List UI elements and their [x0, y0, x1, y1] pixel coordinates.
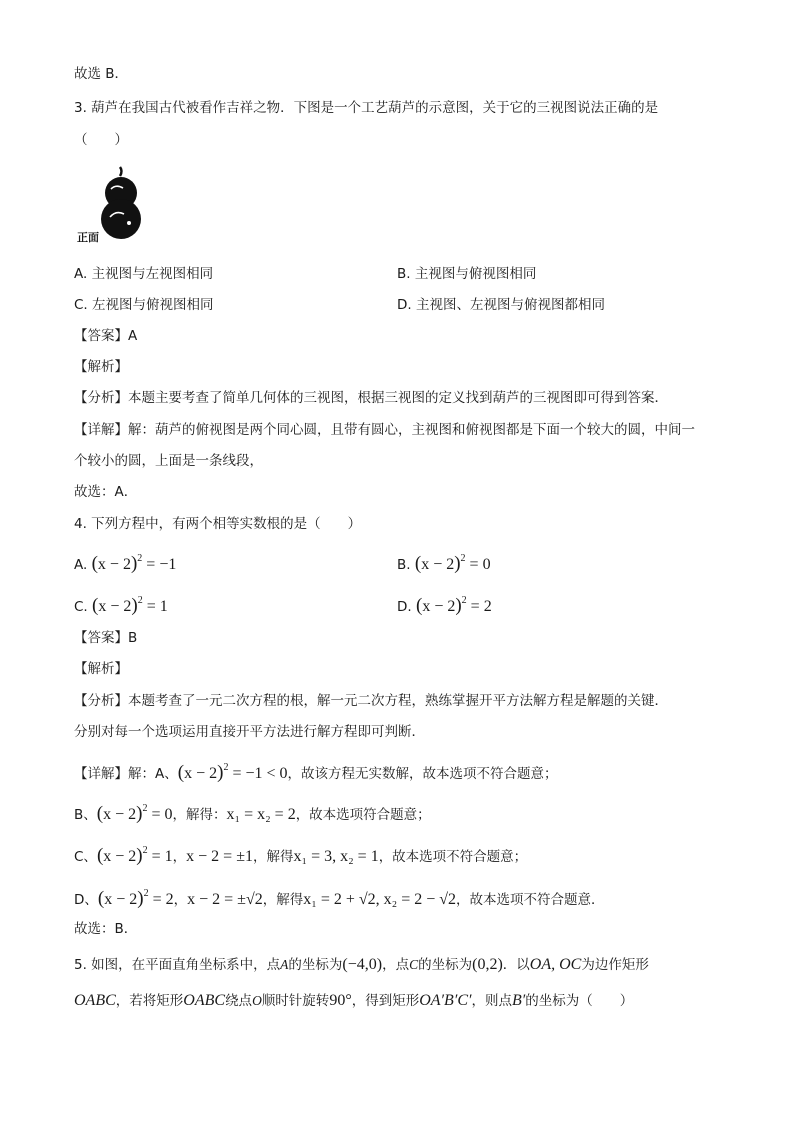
conclusion: 故选：A． — [74, 484, 138, 500]
point-label: B′ — [512, 992, 526, 1009]
option-b: B. 主视图与俯视图相同 — [397, 266, 537, 282]
math-rhs: = 1 — [147, 848, 173, 865]
detail-text: ， — [172, 849, 187, 865]
option-prefix: A. — [74, 557, 88, 573]
math-expr: x − 2 = ±1 — [186, 848, 253, 865]
detail-text: ，故本选项符合题意； — [295, 807, 431, 823]
option-d: D. 主视图、左视图与俯视图都相同 — [397, 297, 605, 313]
analysis-text: 【分析】本题考查了一元二次方程的根，解一元二次方程，熟练掌握开平方法解方程是解题的关键． — [74, 693, 668, 709]
detail-text: 个较小的圆，上面是一条线段， — [74, 453, 263, 469]
analysis-label: 【解析】 — [74, 359, 128, 375]
option-a: A. 主视图与左视图相同 — [74, 266, 214, 282]
stem-text: 的坐标为 — [288, 957, 343, 973]
detail-text: ，解得： — [172, 807, 227, 823]
stem-text: ，点 — [382, 957, 410, 973]
math-expr: x − 2 — [97, 556, 131, 573]
option-prefix: B. — [397, 557, 411, 573]
stem-text: ．以 — [502, 957, 530, 973]
option-b: B. $(x - 2)^2 = 0$ — [397, 553, 491, 574]
math-expr: x − 2 — [104, 891, 138, 908]
detail-b: B、$(x - 2)^2 = 0$，解得：x₁ = x₂ = 2，故本选项符合题意； — [74, 803, 431, 824]
segment-labels: OA, OC — [529, 956, 582, 973]
detail-text: ，故本选项不符合题意； — [378, 849, 528, 865]
conclusion: 故选：B． — [74, 921, 138, 937]
stem-text: 的坐标为 — [418, 957, 473, 973]
stem-text: ，得到矩形 — [351, 993, 420, 1009]
math-expr: x − 2 — [184, 765, 218, 782]
detail-text: ，解得 — [262, 892, 304, 908]
stem-text: 绕点 — [225, 993, 253, 1009]
detail-text: ， — [173, 892, 188, 908]
option-d: D. $(x - 2)^2 = 2$ — [397, 595, 492, 616]
math-rhs: 0 — [482, 556, 491, 573]
angle-value: 90° — [329, 992, 352, 1009]
question-4-stem: 4. 下列方程中，有两个相等实数根的是（ ） — [74, 516, 362, 532]
stem-text: 的坐标为（ ） — [525, 993, 634, 1009]
answer-blank: （ ） — [74, 132, 128, 148]
detail-prefix: D、 — [74, 892, 98, 908]
point-label: A — [280, 957, 289, 972]
detail-text: 【详解】解：葫芦的俯视图是两个同心圆，且带有圆心，主视图和俯视图都是下面一个较大的圆，中间一 — [74, 422, 695, 438]
option-c: C. $(x - 2)^2 = 1$ — [74, 595, 168, 616]
rectangle-label: OA′B′C′ — [419, 992, 472, 1009]
detail-d: D、$(x - 2)^2 = 2$，x − 2 = ±√2，解得x₁ = 2 + √2, x₂ = 2 − √2，故本选项不符合题意． — [74, 888, 605, 909]
math-expr: x − 2 — [98, 598, 132, 615]
detail-text: ，解得 — [252, 849, 294, 865]
math-expr: x − 2 — [103, 848, 137, 865]
option-prefix: C. — [74, 599, 88, 615]
question-3-stem: 3. 葫芦在我国古代被看作吉祥之物．下图是一个工艺葫芦的示意图，关于它的三视图说法正确的是 — [74, 100, 659, 116]
math-expr: x₁ = 3, x₂ = 1 — [293, 848, 379, 865]
analysis-label: 【解析】 — [74, 661, 128, 677]
stem-text: ，则点 — [471, 993, 512, 1009]
math-rhs: = 2 — [148, 891, 174, 908]
rectangle-label: OABC — [74, 992, 116, 1009]
stem-text: 5. 如图，在平面直角坐标系中，点 — [74, 957, 281, 973]
text-line: 故选 B． — [74, 66, 129, 82]
math-expr: x − 2 = ±√2 — [187, 891, 263, 908]
coordinate: (0,2) — [472, 956, 503, 973]
detail-prefix: C、 — [74, 849, 97, 865]
point-label: O — [252, 993, 262, 1008]
math-rhs: = −1 < 0 — [228, 765, 288, 782]
detail-c: C、$(x - 2)^2 = 1$，x − 2 = ±1，解得x₁ = 3, x₂ = 1，故本选项不符合题意； — [74, 845, 528, 866]
option-prefix: D. — [397, 599, 412, 615]
answer-label: 【答案】A — [74, 328, 138, 344]
stem-text: 顺时针旋转 — [261, 993, 330, 1009]
answer-label: 【答案】B — [74, 630, 138, 646]
math-rhs: 1 — [159, 598, 168, 615]
math-expr: x − 2 — [103, 806, 137, 823]
math-expr: x₁ = x₂ = 2 — [226, 806, 296, 823]
figure-label: 正面 — [77, 231, 99, 244]
detail-text: ，故该方程无实数解，故本选项不符合题意； — [287, 766, 558, 782]
analysis-text: 【分析】本题主要考查了简单几何体的三视图，根据三视图的定义找到葫芦的三视图即可得到答案． — [74, 390, 668, 406]
math-expr: x − 2 — [422, 598, 456, 615]
question-5-stem-cont — [74, 991, 633, 1011]
option-c: C. 左视图与俯视图相同 — [74, 297, 214, 313]
stem-text: 为边作矩形 — [581, 957, 649, 973]
option-a: A. $(x - 2)^2 = -1$ — [74, 553, 177, 574]
point-label: C — [409, 957, 419, 972]
stem-text: ，若将矩形 — [115, 993, 184, 1009]
detail-text: ，故本选项不符合题意． — [456, 892, 605, 908]
question-5-stem — [74, 955, 649, 975]
math-expr: x − 2 — [421, 556, 455, 573]
math-expr: x₁ = 2 + √2, x₂ = 2 − √2 — [303, 891, 457, 908]
math-rhs: 2 — [483, 598, 492, 615]
coordinate: (−4,0) — [342, 956, 383, 973]
detail-prefix: 【详解】解：A、 — [74, 766, 178, 782]
detail-prefix: B、 — [74, 807, 97, 823]
analysis-text: 分别对每一个选项运用直接开平方法进行解方程即可判断． — [74, 724, 425, 740]
rectangle-label: OABC — [183, 992, 226, 1009]
math-rhs: = 0 — [147, 806, 173, 823]
math-rhs: −1 — [159, 556, 177, 573]
detail-a: 【详解】解：A、$(x - 2)^2 = -1 < 0$，故该方程无实数解，故本选项不符合题意； — [74, 762, 558, 783]
